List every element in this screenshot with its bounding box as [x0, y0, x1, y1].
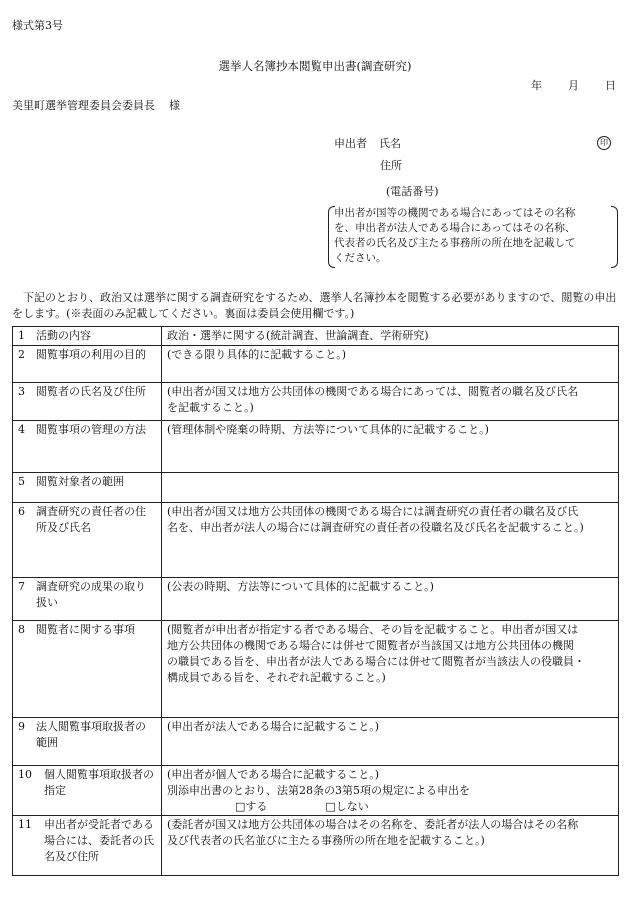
purpose-field[interactable]: (できる限り具体的に記載すること。)	[162, 346, 619, 383]
applicant-note	[328, 206, 618, 268]
table-row	[13, 503, 619, 578]
row-label: 1 活動の内容	[13, 327, 162, 346]
table-row	[13, 473, 619, 503]
table-row	[13, 621, 619, 718]
results-field[interactable]: (公表の時期、方法等について具体的に記載すること。)	[162, 578, 619, 621]
note-line: ください。	[334, 252, 387, 264]
addressee	[12, 98, 180, 115]
date-month: 月	[568, 79, 579, 92]
scope-field[interactable]	[162, 473, 619, 503]
page-title: 選挙人名簿抄本閲覧申出書(調査研究)	[218, 59, 412, 73]
checkbox-yes[interactable]: □する	[235, 800, 268, 813]
row-label: 8 閲覧者に関する事項	[13, 621, 162, 718]
table-row	[13, 346, 619, 383]
consignor-field[interactable]: (委託者が国又は地方公共団体の場合はその名称を、委託者が法人の場合はその名称 及び代表者の氏名並びに主たる事務所の所在地を記載すること。)	[162, 816, 619, 876]
table-row	[13, 383, 619, 421]
row-label: 5 閲覧対象者の範囲	[13, 473, 162, 503]
date-year: 年	[531, 79, 542, 92]
row-label: 2 閲覧事項の利用の目的	[13, 346, 162, 383]
applicant-label: 申出者	[334, 137, 367, 150]
applicant-address-label: 住所	[380, 159, 402, 172]
applicant-name-line	[334, 136, 401, 153]
viewer-matters-field[interactable]: (閲覧者が申出者が指定する者である場合、その旨を記載すること。申出者が国又は 地方公共団体の機関である場合には併せて閲覧者が当該国又は地方公共団体の機関 の職員である旨を、申出者が法人である場合には併せて閲覧者が当該法人の役職員・ 構成員である旨を、それぞれ記載すること。)	[162, 621, 619, 718]
addressee-name: 美里町選挙管理委員会委員長	[12, 99, 155, 112]
note-line: 代表者の氏名及び主たる事務所の所在地を記載して	[334, 237, 576, 249]
row-label: 7 調査研究の成果の取り扱い	[13, 578, 162, 621]
intro-paragraph: 下記のとおり、政治又は選挙に関する調査研究をするため、選挙人名簿抄本を閲覧する必要がありますので、閲覧の申出をします。(※表面のみ記載してください。裏面は委員会使用欄です。)	[12, 291, 617, 320]
table-row	[13, 816, 619, 876]
table-row	[13, 766, 619, 816]
note-line: 申出者が国等の機関である場合にあってはその名称	[334, 207, 576, 219]
row-label: 3 閲覧者の氏名及び住所	[13, 383, 162, 421]
row-label: 10 個人閲覧事項取扱者の指定	[13, 766, 162, 816]
table-row	[13, 421, 619, 473]
activity-field[interactable]: 政治・選挙に関する(統計調査、世論調査、学術研究)	[162, 327, 619, 346]
row-label: 9 法人閲覧事項取扱者の範囲	[13, 718, 162, 766]
form-number: 様式第3号	[12, 19, 63, 32]
checkbox-no[interactable]: □しない	[325, 800, 369, 813]
row-label: 6 調査研究の責任者の住所及び氏名	[13, 503, 162, 578]
table-row	[13, 718, 619, 766]
individual-handler-field: (申出者が個人である場合に記載すること。) 別添申出書のとおり、法第28条の3第5項の規定による申出を □する □しない	[162, 766, 619, 816]
applicant-name-label: 氏名	[379, 137, 401, 150]
date-line	[531, 78, 616, 95]
application-table	[12, 326, 619, 876]
row-label: 11 申出者が受託者である場合には、委託者の氏名及び住所	[13, 816, 162, 876]
seal-mark: 印	[597, 136, 611, 150]
note-line: を、申出者が法人である場合にあってはその名称、	[334, 222, 576, 234]
applicant-phone-label: (電話番号)	[386, 185, 439, 198]
management-field[interactable]: (管理体制や廃棄の時期、方法等について具体的に記載すること。)	[162, 421, 619, 473]
row-label: 4 閲覧事項の管理の方法	[13, 421, 162, 473]
addressee-honorific: 様	[169, 99, 180, 112]
corporate-handler-field[interactable]: (申出者が法人である場合に記載すること。)	[162, 718, 619, 766]
date-day: 日	[605, 79, 616, 92]
table-row	[13, 327, 619, 346]
table-row	[13, 578, 619, 621]
responsible-field[interactable]: (申出者が国又は地方公共団体の機関である場合には調査研究の責任者の職名及び氏 名を、申出者が法人の場合には調査研究の責任者の役職名及び氏名を記載すること。)	[162, 503, 619, 578]
viewer-field[interactable]: (申出者が国又は地方公共団体の機関である場合にあっては、閲覧者の職名及び氏名 を記載すること。)	[162, 383, 619, 421]
